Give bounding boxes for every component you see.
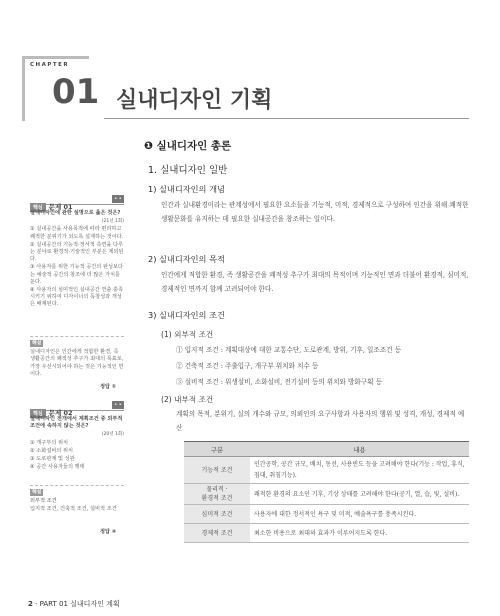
- option-item: ③ 사용자를 위한 기능적 공간의 완성보다는 예술적 공간의 창조에 더 많은 가치를 둔다.: [30, 264, 124, 285]
- table-header: 내용: [250, 442, 469, 457]
- footer-separator: ·: [35, 600, 38, 608]
- question-02-body: [30, 416, 124, 472]
- dashed-divider: [30, 336, 124, 337]
- section-heading: [144, 138, 231, 153]
- question-01-header: [30, 194, 124, 211]
- solution-02: [30, 489, 124, 515]
- part-label: PART 01: [39, 600, 68, 608]
- table-key: 심미적 조건: [184, 505, 250, 524]
- table-value: 사용자에 대한 정서적인 욕구 및 미적, 예술욕구를 충족시킨다.: [250, 505, 469, 524]
- table-value: 최소한 비용으로 최대의 효과가 이루어지도록 한다.: [250, 524, 469, 543]
- topic-heading: 3) 실내디자인의 조건: [148, 310, 225, 320]
- option-item: ④ 공간 사용자들의 행태: [30, 464, 85, 471]
- question-number: 문제 01: [48, 203, 73, 211]
- question-source: (20년 1회): [101, 432, 124, 438]
- subsection-heading: 1. 실내디자인 일반: [148, 165, 228, 176]
- option-item: ④ 사용자의 심미적인 실내공간 연출 충족시키기 위하여 디자이너의 독창성과 개성은 배제된다.: [30, 287, 124, 308]
- header-divider: [104, 118, 469, 119]
- dots-icon: • • •: [112, 195, 124, 203]
- table-header-row: [184, 442, 469, 457]
- solution-text: 입지적 조건, 건축적 조건, 설비적 조건: [30, 506, 117, 513]
- topic-paragraph: 인간과 실내환경이라는 관계성에서 필요한 요소들을 기능적, 미적, 경제적으로 구성하여 인간을 위해 쾌적한 생활문화를 유지하는 데 필요한 실내공간을 창조하는 일이다.: [161, 201, 469, 223]
- solution-tag: 해설: [32, 490, 42, 495]
- table-row: [184, 484, 469, 505]
- answer-label: 정답 ④: [100, 529, 117, 535]
- table-row: [184, 505, 469, 524]
- chapter-title: 실내디자인 기획: [116, 88, 273, 113]
- question-01-body: [30, 210, 124, 310]
- condition-heading: (2) 내부적 조건: [161, 395, 214, 404]
- table-value: 쾌적한 환경의 요소인 기후, 기상 상태를 고려해야 한다(공기, 열, 습, 빛, 설비).: [250, 484, 469, 505]
- list-item: ① 입지적 조건 : 계획대상에 대한 교통수단, 도로관계, 방위, 기후, 일조조건 등: [176, 346, 401, 354]
- answer-label: 정답 ①: [100, 384, 117, 390]
- topic-heading: 1) 실내디자인의 개념: [148, 184, 225, 194]
- option-item: ③ 도로관계 및 성관: [30, 456, 75, 463]
- option-item: ② 실내공간의 기능적·정서적 측면을 다루는 분야로 환경적·기술적인 부분은 제외된다.: [30, 241, 124, 263]
- dashed-divider: [30, 485, 124, 486]
- option-item: ② 소화설비의 위치: [30, 447, 74, 454]
- topic-paragraph: 인간에게 적합한 환경, 즉 생활공간을 쾌적성 추구가 최대의 목적이며 기능적인 면과 더불어 환경적, 심미적, 경제적인 면까지 함께 고려되어야 한다.: [161, 271, 469, 293]
- table-key: 물리적 · 환경적 조건: [184, 484, 250, 505]
- table-key: 기능적 조건: [184, 457, 250, 484]
- table-value: 인간공학, 공간 규모, 배치, 동선, 사용빈도 등을 고려해야 한다(기능 : 작업, 휴식, 침대, 취침기능).: [250, 457, 469, 484]
- question-number: 문제 02: [48, 409, 73, 417]
- condition-paragraph: 계획의 목적, 분위기, 실의 개수와 규모, 의뢰인의 요구사항과 사용자의 행위 및 성격, 개성, 경제적 예산: [176, 410, 465, 432]
- question-02-header: [30, 400, 124, 417]
- conditions-table: [184, 441, 469, 543]
- solution-title: 외부적 조건: [30, 498, 57, 505]
- solution-tag: 해설: [32, 341, 42, 346]
- footer-title: 실내디자인 계획: [70, 600, 120, 608]
- list-item: ③ 설비적 조건 : 위생설비, 소화설비, 전기설비 등의 위치와 방화구획 등: [176, 378, 382, 386]
- table-header: 구분: [184, 442, 250, 457]
- question-text: 실내디자인 전개에서 계획조건 중 외부적 조건에 속하지 않는 것은?: [30, 416, 123, 430]
- topic-heading: 2) 실내디자인의 목적: [148, 254, 225, 264]
- page-footer: [28, 599, 120, 609]
- option-item: ① 개구부의 위치: [30, 439, 69, 446]
- core-tag: 핵심: [30, 409, 46, 418]
- chapter-label: CHAPTER: [30, 62, 70, 68]
- solution-text: 실내디자인은 인간에게 적합한 환경, 즉 생활공간의 쾌적성 추구가 최대의 목표로, 가장 우선시되어야 하는 것은 기능적인 면이다.: [30, 349, 124, 377]
- chapter-number: 01: [52, 72, 100, 112]
- section-number-icon: ❶: [144, 140, 153, 152]
- option-item: ① 실내공간을 사용목적에 따라 편리하고 쾌적한 분위기가 되도록 설계하는 것이다.: [30, 226, 124, 240]
- condition-list: [176, 343, 472, 389]
- table-row: [184, 457, 469, 484]
- table-row: [184, 524, 469, 543]
- page-number: 2: [28, 600, 33, 608]
- condition-heading: (1) 외부적 조건: [161, 330, 214, 339]
- solution-01: [30, 340, 124, 379]
- dots-icon: • • •: [112, 401, 124, 409]
- core-tag: 핵심: [30, 203, 46, 212]
- section-title: 실내디자인 총론: [156, 140, 232, 152]
- question-source: (21년 1회): [101, 219, 124, 225]
- table-key: 경제적 조건: [184, 524, 250, 543]
- list-item: ② 건축적 조건 : 주출입구, 개구부 위치와 치수 등: [176, 362, 319, 370]
- question-text: 실내디자인에 관한 설명으로 옳은 것은?: [30, 210, 121, 216]
